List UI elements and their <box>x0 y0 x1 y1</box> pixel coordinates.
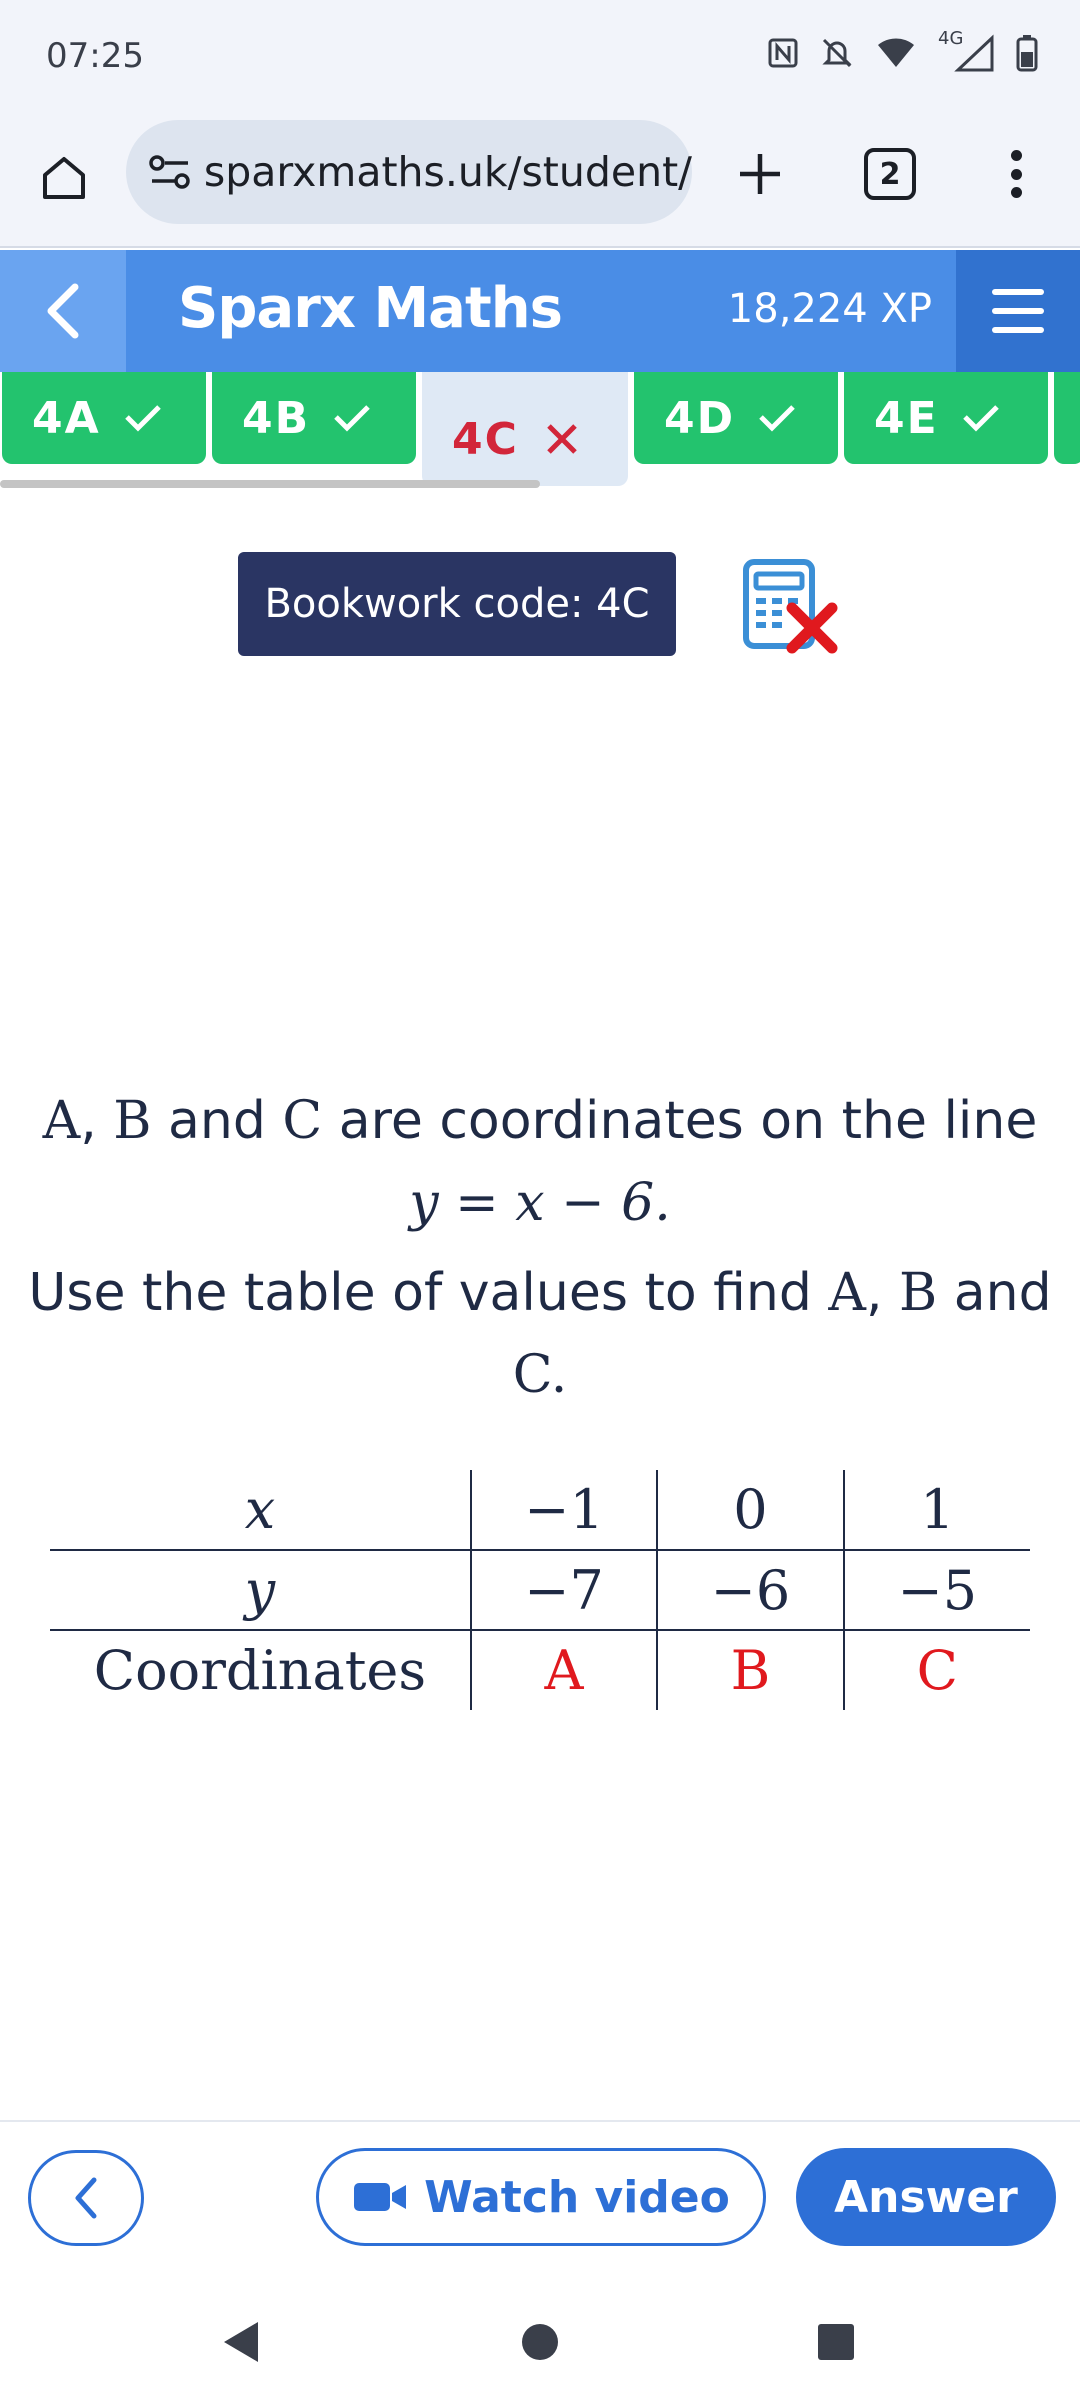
tab-scrollbar[interactable] <box>0 480 540 488</box>
row-label-coordinates: Coordinates <box>50 1630 471 1710</box>
signal-icon <box>938 28 994 72</box>
task-tab-4a[interactable] <box>2 372 206 464</box>
check-icon <box>961 403 1001 433</box>
point-c-label: C. <box>512 1345 568 1405</box>
chevron-left-icon <box>72 2176 100 2220</box>
bottom-divider <box>0 2120 1080 2122</box>
watch-video-button[interactable] <box>316 2148 766 2246</box>
nfc-icon <box>768 38 798 68</box>
task-tab-4e[interactable] <box>844 372 1048 464</box>
site-settings-icon[interactable] <box>146 144 194 200</box>
system-back-button[interactable] <box>212 2312 272 2372</box>
conjunction: and <box>151 1091 283 1151</box>
coordinate-label: C <box>916 1639 958 1702</box>
table-row-y <box>50 1550 1030 1630</box>
task-tab-label: 4A <box>32 392 101 444</box>
chevron-left-icon <box>43 281 83 341</box>
question-text <box>0 1080 1080 1416</box>
new-tab-button[interactable] <box>730 144 790 204</box>
more-options-button[interactable] <box>996 144 1036 204</box>
cross-icon <box>545 422 579 456</box>
table-row-coordinates <box>50 1630 1030 1710</box>
calculator-not-allowed-icon <box>740 558 840 654</box>
x-value: 1 <box>844 1470 1030 1550</box>
separator: , <box>80 1091 114 1151</box>
task-tab-label: 4B <box>242 392 311 444</box>
plus-icon <box>736 150 784 198</box>
row-label-y: y <box>50 1550 471 1630</box>
instruction-text: Use the table of values to find <box>28 1263 829 1323</box>
separator: , <box>865 1263 900 1323</box>
point-b-label: B <box>899 1263 938 1323</box>
task-tab-label: 4E <box>874 392 939 444</box>
mute-icon <box>820 36 854 70</box>
point-b-label: B <box>113 1091 152 1151</box>
x-value: 0 <box>657 1470 843 1550</box>
equation: y = x − 6. <box>409 1173 671 1233</box>
app-title: Sparx Maths <box>178 276 562 341</box>
point-a-label: A <box>828 1263 866 1323</box>
previous-button[interactable] <box>28 2150 144 2246</box>
status-time: 07:25 <box>46 36 144 76</box>
question-line-3 <box>0 1252 1080 1334</box>
circle-home-icon <box>520 2322 560 2362</box>
task-tab-next-partial[interactable] <box>1054 372 1080 464</box>
app-header <box>0 250 1080 372</box>
back-button[interactable] <box>0 250 126 372</box>
home-icon <box>39 153 89 203</box>
status-icons <box>768 28 1038 72</box>
x-value: −1 <box>471 1470 657 1550</box>
coordinate-label: A <box>471 1630 657 1710</box>
answer-button[interactable]: Answer <box>796 2148 1056 2246</box>
bookwork-code: Bookwork code: 4C <box>238 552 676 656</box>
watch-video-label: Watch video <box>424 2171 730 2223</box>
video-camera-icon <box>352 2179 408 2215</box>
check-icon <box>332 403 372 433</box>
y-value: −6 <box>657 1550 843 1630</box>
coordinate-label: B <box>657 1630 843 1710</box>
table-row-x <box>50 1470 1030 1550</box>
point-a-label: A <box>42 1091 81 1151</box>
square-recents-icon <box>817 2323 855 2361</box>
task-tab-label: 4C <box>452 413 519 465</box>
question-text-rest: are coordinates on the line <box>322 1091 1038 1151</box>
tab-switcher-button[interactable]: 2 <box>864 148 916 200</box>
check-icon <box>757 403 797 433</box>
network-label: 4G <box>938 28 964 49</box>
task-tab-4b[interactable] <box>212 372 416 464</box>
browser-toolbar <box>0 120 1080 248</box>
battery-icon <box>1016 34 1038 72</box>
y-value: −7 <box>471 1550 657 1630</box>
wifi-icon <box>876 37 916 69</box>
check-icon <box>123 403 163 433</box>
point-c-label: C <box>282 1091 323 1151</box>
system-home-button[interactable] <box>510 2312 570 2372</box>
y-value: −5 <box>844 1550 1030 1630</box>
task-tab-label: 4D <box>664 392 736 444</box>
system-navigation-bar <box>0 2290 1080 2400</box>
triangle-back-icon <box>222 2320 262 2364</box>
question-line-1 <box>0 1080 1080 1162</box>
address-bar[interactable] <box>126 120 692 224</box>
task-tab-4d[interactable] <box>634 372 838 464</box>
system-recents-button[interactable] <box>806 2312 866 2372</box>
home-button[interactable] <box>36 150 92 206</box>
task-tabs <box>0 372 1080 490</box>
url-text: sparxmaths.uk/student/ <box>203 148 692 196</box>
conjunction: and <box>937 1263 1052 1323</box>
row-label-x: x <box>50 1470 471 1550</box>
status-bar <box>0 0 1080 120</box>
table-of-values <box>50 1470 1030 1710</box>
task-tab-4c[interactable] <box>422 372 628 486</box>
xp-counter: 18,224 XP <box>727 286 932 332</box>
menu-button[interactable] <box>956 250 1080 372</box>
